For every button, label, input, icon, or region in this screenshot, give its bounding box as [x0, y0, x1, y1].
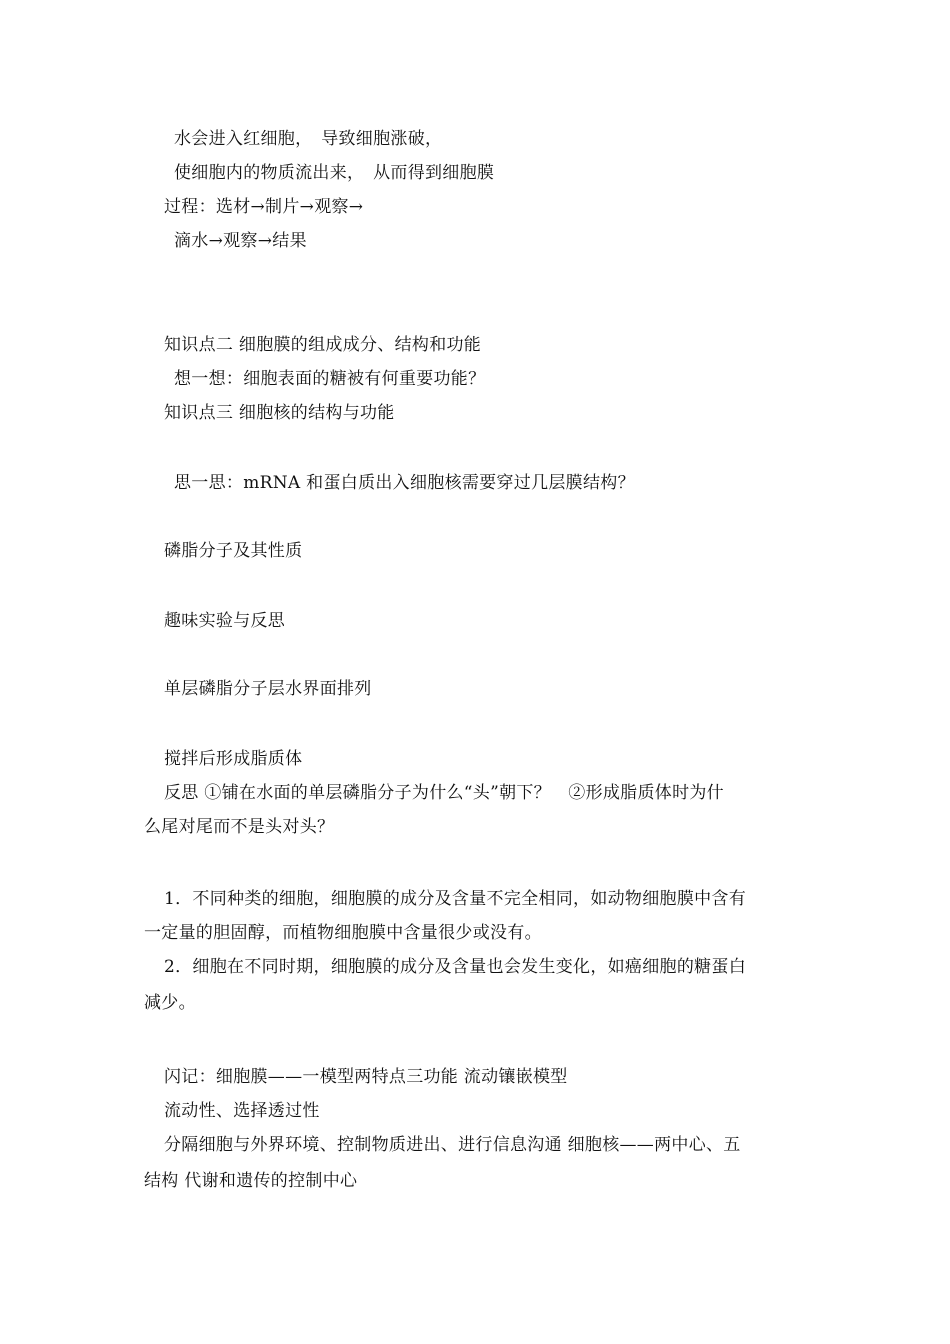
text-line: 搅拌后形成脂质体	[164, 749, 303, 769]
text-line: 流动性、选择透过性	[164, 1101, 320, 1121]
text-line: 2．细胞在不同时期，细胞膜的成分及含量也会发生变化，如癌细胞的糖蛋白	[164, 957, 747, 977]
text-line: 1．不同种类的细胞，细胞膜的成分及含量不完全相同，如动物细胞膜中含有	[164, 889, 747, 909]
text-line: 分隔细胞与外界环境、控制物质进出、进行信息沟通 细胞核——两中心、五	[164, 1135, 741, 1155]
text-line: 趣味实验与反思	[164, 611, 286, 631]
text-line: 减少。	[144, 993, 196, 1013]
text-line: 反思 ①铺在水面的单层磷脂分子为什么“头”朝下？ ②形成脂质体时为什	[164, 783, 724, 803]
text-line: 使细胞内的物质流出来， 从而得到细胞膜	[174, 163, 495, 183]
text-line: 磷脂分子及其性质	[164, 541, 303, 561]
text-line: 滴水→观察→结果	[174, 231, 307, 251]
section-heading: 知识点二 细胞膜的组成成分、结构和功能	[164, 335, 482, 355]
text-line: 结构 代谢和遗传的控制中心	[144, 1171, 358, 1191]
text-line: 思一思：mRNA 和蛋白质出入细胞核需要穿过几层膜结构？	[174, 473, 635, 493]
text-line: 想一想：细胞表面的糖被有何重要功能？	[174, 369, 486, 389]
text-line: 一定量的胆固醇，而植物细胞膜中含量很少或没有。	[144, 923, 542, 943]
text-line: 么尾对尾而不是头对头？	[144, 817, 335, 837]
text-line: 闪记：细胞膜——一模型两特点三功能 流动镶嵌模型	[164, 1067, 568, 1087]
text-line: 单层磷脂分子层水界面排列	[164, 679, 372, 699]
section-heading: 知识点三 细胞核的结构与功能	[164, 403, 395, 423]
text-line: 过程：选材→制片→观察→	[164, 197, 364, 217]
text-line: 水会进入红细胞， 导致细胞涨破，	[174, 129, 443, 149]
